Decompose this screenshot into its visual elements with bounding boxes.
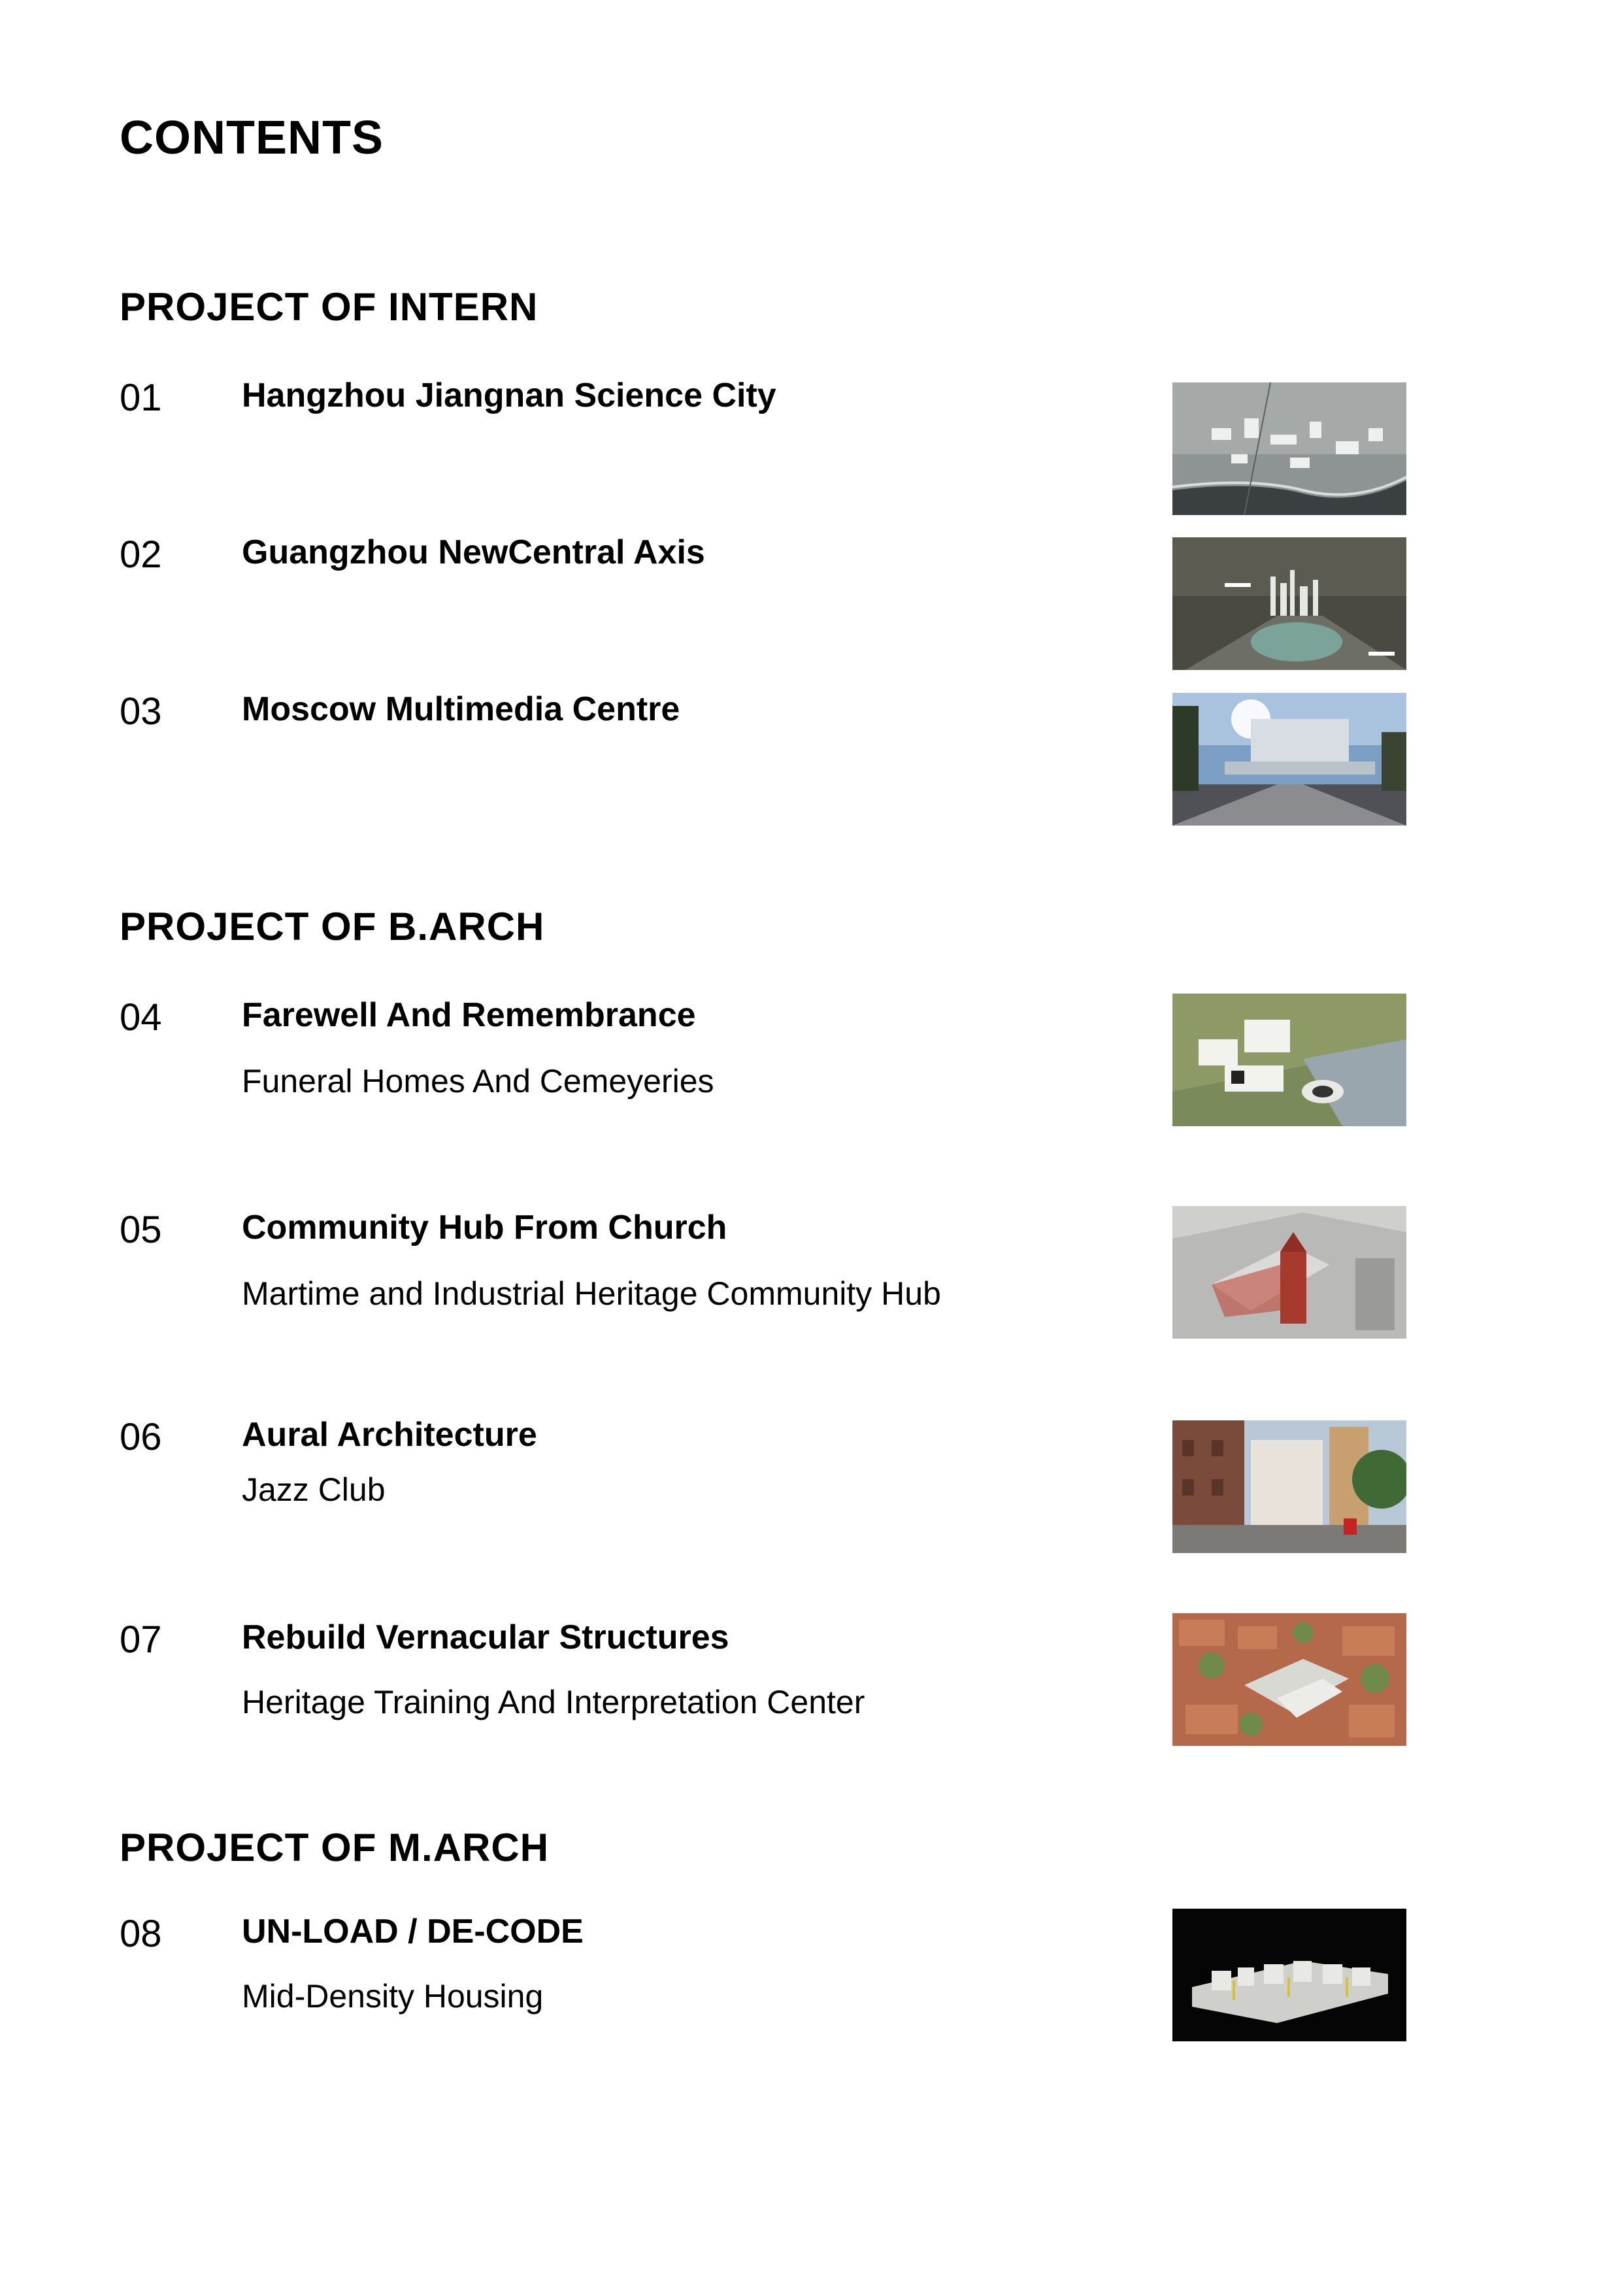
item-subtitle: Martime and Industrial Heritage Community Hub [242,1275,941,1312]
aerial-central-axis-image [1172,537,1406,670]
housing-model-image [1172,1909,1406,2041]
item-number: 08 [120,1913,162,1955]
section-heading-intern: PROJECT OF INTERN [120,285,539,329]
item-number: 06 [120,1416,162,1458]
page-title: CONTENTS [120,112,384,164]
item-subtitle: Jazz Club [242,1471,386,1508]
item-subtitle: Funeral Homes And Cemeyeries [242,1063,714,1099]
item-subtitle: Mid-Density Housing [242,1978,544,2015]
church-model-image [1172,1206,1406,1339]
site-model-image [1172,994,1406,1126]
item-title: Guangzhou NewCentral Axis [242,533,705,571]
building-street-render-image [1172,693,1406,826]
item-subtitle: Heritage Training And Interpretation Center [242,1684,865,1720]
item-title: Aural Architecture [242,1416,537,1454]
item-title: UN-LOAD / DE-CODE [242,1913,584,1950]
item-title: Moscow Multimedia Centre [242,690,680,728]
item-number: 04 [120,996,162,1039]
item-title: Farewell And Remembrance [242,996,696,1034]
item-number: 01 [120,377,162,419]
street-view-image [1172,1420,1406,1553]
aerial-city-river-image [1172,382,1406,515]
section-heading-march: PROJECT OF M.ARCH [120,1826,550,1869]
item-number: 05 [120,1209,162,1251]
item-title: Hangzhou Jiangnan Science City [242,377,776,414]
item-number: 02 [120,533,162,576]
item-title: Community Hub From Church [242,1209,727,1247]
item-number: 03 [120,690,162,733]
aerial-rooftops-image [1172,1613,1406,1746]
item-number: 07 [120,1618,162,1661]
section-heading-barch: PROJECT OF B.ARCH [120,905,545,948]
item-title: Rebuild Vernacular Structures [242,1618,729,1656]
